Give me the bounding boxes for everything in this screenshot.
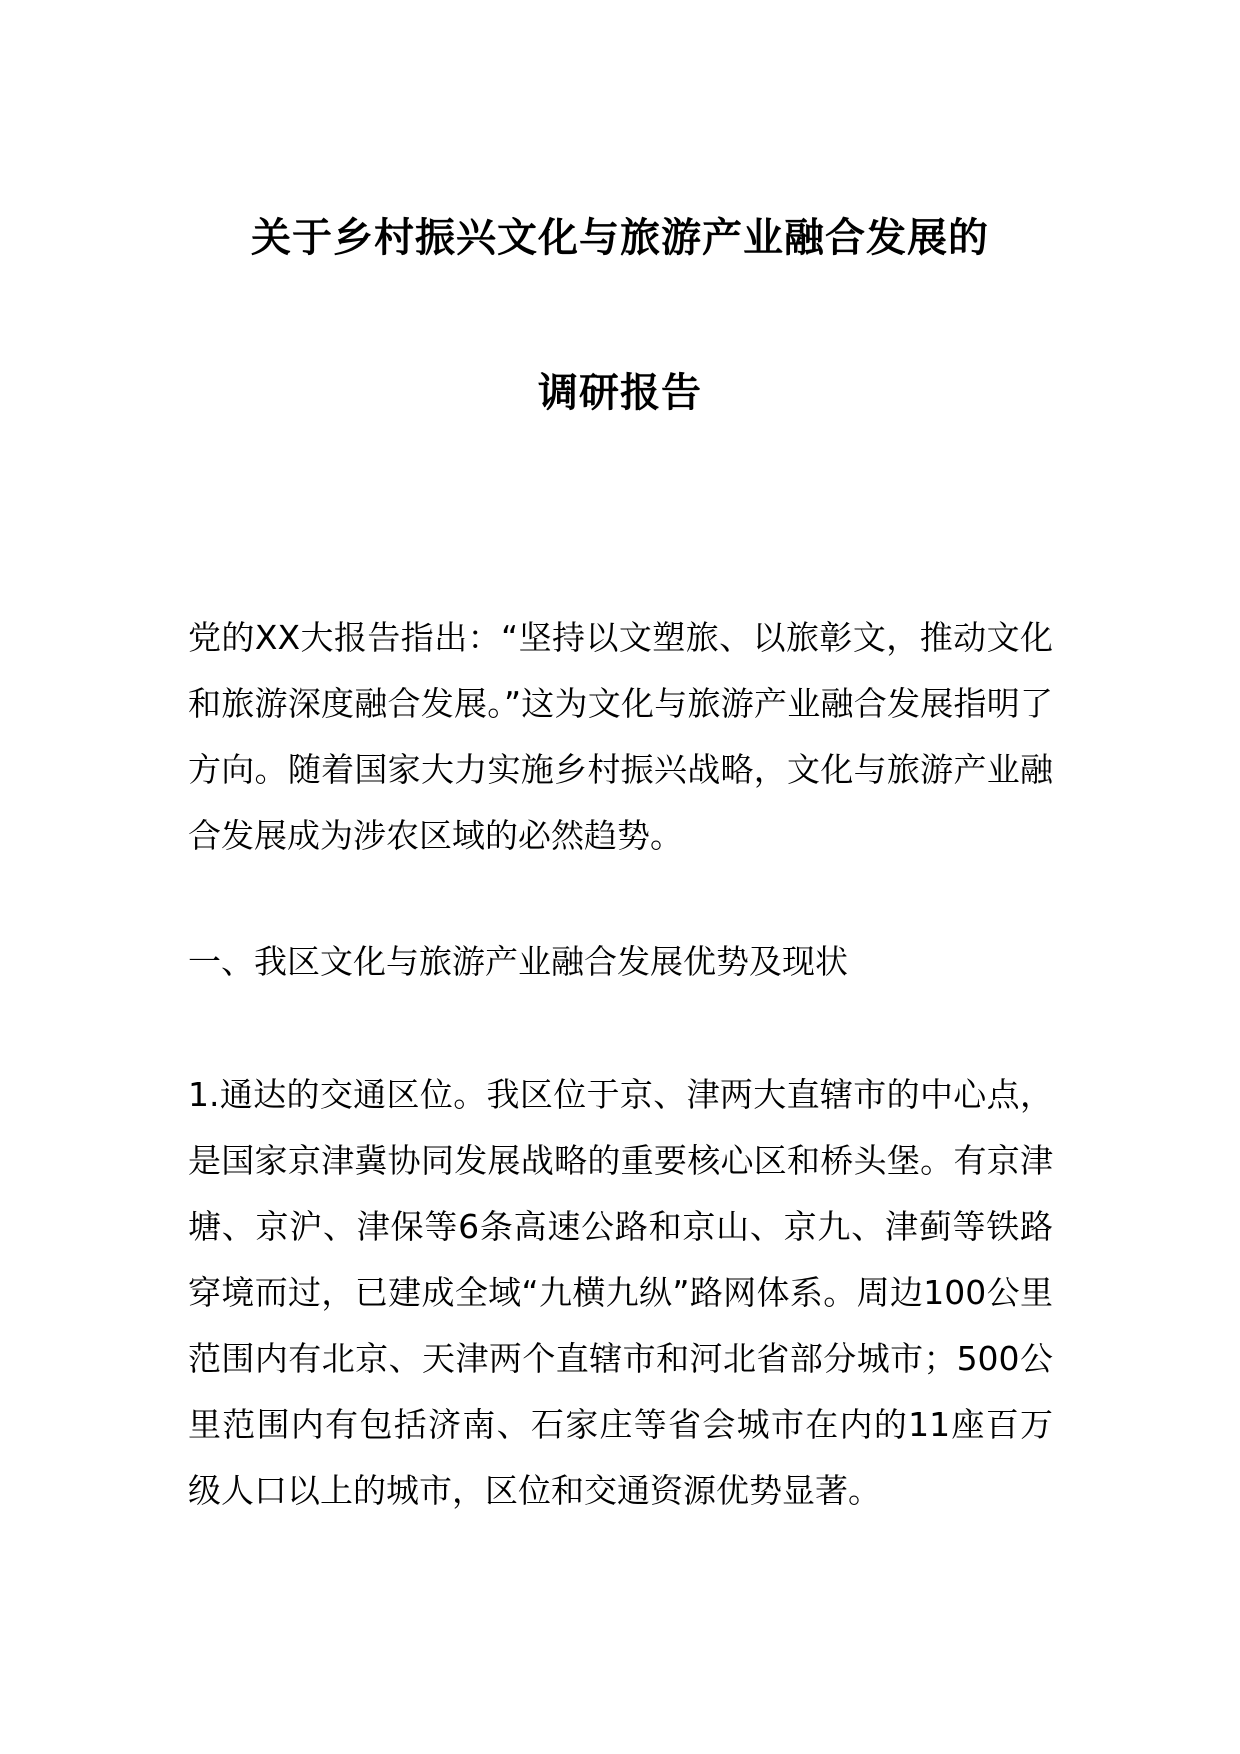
document-title-line-1: 关于乡村振兴文化与旅游产业融合发展的 [251, 215, 989, 261]
body-paragraph: 1.通达的交通区位。我区位于京、津两大直辖市的中心点，是国家京津冀协同发展战略的重要核心区和桥头堡。有京津塘、京沪、津保等6条高速公路和京山、京九、津蓟等铁路穿境而过，已建成全域“九横九纵”路网体系。周边100公里范围内有北京、天津两个直辖市和河北省部分城市；500公里范围内有包括济南、石家庄等省会城市在内的11座百万级人口以上的城市，区位和交通资源优势显著。 [188, 1075, 1053, 1510]
intro-paragraph: 党的XX大报告指出：“坚持以文塑旅、以旅彰文，推动文化和旅游深度融合发展。”这为文化与旅游产业融合发展指明了方向。随着国家大力实施乡村振兴战略，文化与旅游产业融合发展成为涉农区域的必然趋势。 [188, 618, 1053, 855]
document-title-line-2: 调研报告 [538, 370, 702, 416]
section-heading: 一、我区文化与旅游产业融合发展优势及现状 [188, 942, 848, 981]
